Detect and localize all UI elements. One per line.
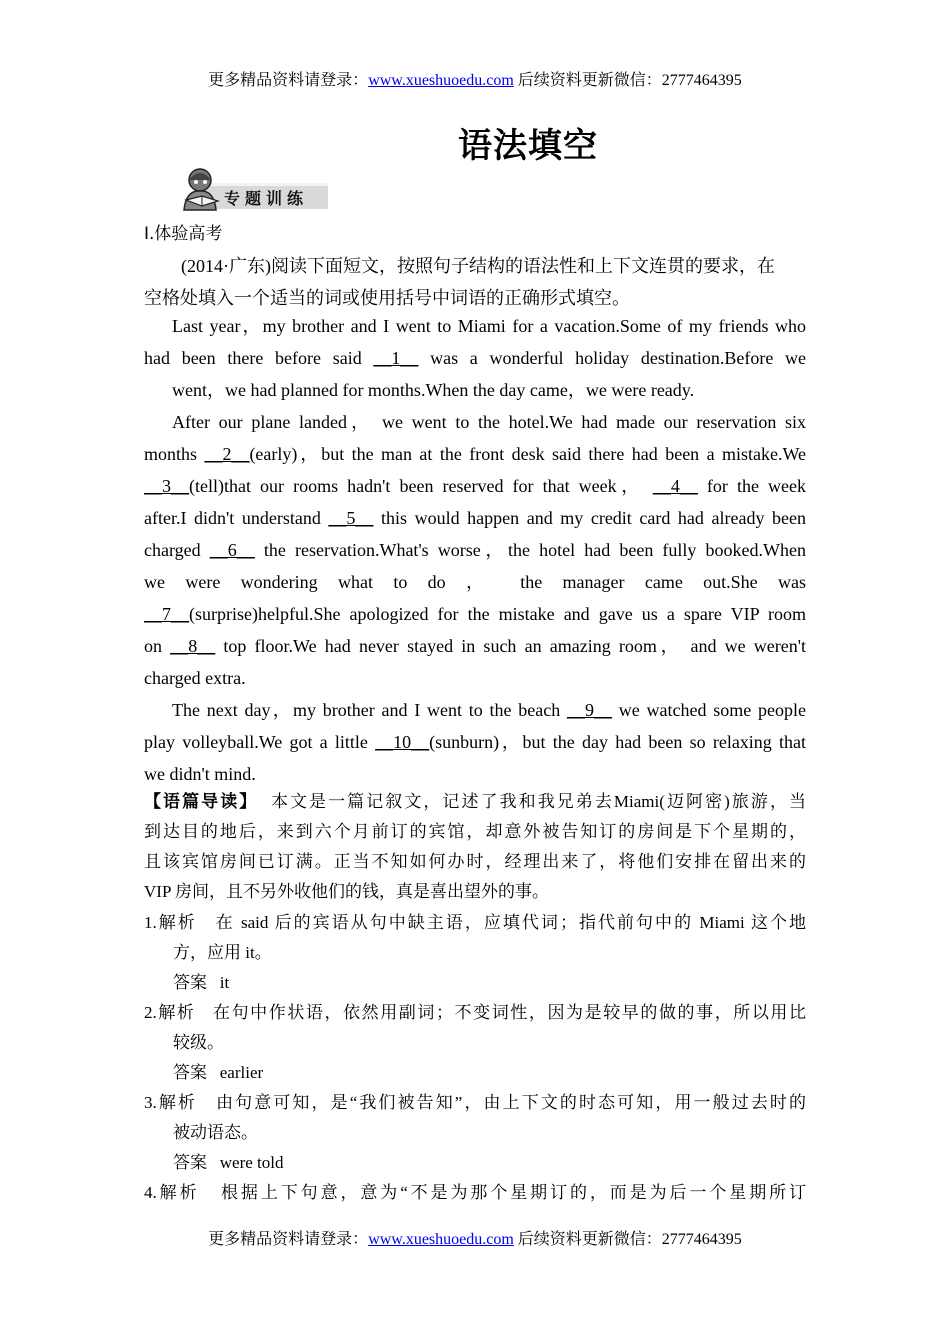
passage-line: __3__(tell)that our rooms hadn't been reserved for that week， __4__ for the week: [144, 476, 807, 496]
topic-badge: [176, 166, 328, 212]
section-heading-block: [144, 218, 806, 250]
guide-label: 【语篇导读】: [144, 792, 259, 812]
answer-explanation: 4.解析 根据上下句意，意为“不是为那个星期订的，而是为后一个星期所订: [144, 1183, 807, 1203]
answer-explanation: 3.解析 由句意可知，是“我们被告知”，由上下文的时态可知，用一般过去时的: [144, 1093, 807, 1113]
answer-value: 答案 earlier: [173, 1063, 264, 1083]
page-footer: [0, 1226, 950, 1249]
blank-7[interactable]: __7__: [144, 604, 189, 624]
header-link[interactable]: www.xueshuoedu.com: [368, 72, 514, 89]
blank-8[interactable]: __8__: [170, 636, 216, 656]
guide-line: VIP 房间，且不另外收他们的钱，真是喜出望外的事。: [144, 882, 550, 901]
passage-line: after.I didn't understand __5__ this would happen and my credit card had already been: [144, 508, 807, 528]
answer-explanation: 方，应用 it。: [173, 943, 272, 962]
blank-9[interactable]: __9__: [567, 700, 613, 720]
answer-explanation: 较级。: [173, 1033, 224, 1052]
reading-guide: [144, 787, 806, 907]
blank-2[interactable]: __2__: [204, 444, 250, 464]
guide-line: 【语篇导读】 本文是一篇记叙文，记述了我和我兄弟去Miami(迈阿密)旅游，当: [144, 792, 806, 812]
passage-line: After our plane landed， we went to the hotel.We had made our reservation six: [172, 412, 806, 432]
passage-line: charged extra.: [144, 668, 246, 688]
passage-line: The next day，my brother and I went to the beach __9__ we watched some people: [172, 700, 807, 720]
passage-line: had been there before said __1__ was a wonderful holiday destination.Before we: [144, 348, 807, 368]
answer-explanation: 被动语态。: [173, 1123, 258, 1142]
footer-suffix: 后续资料更新微信：2777464395: [517, 1231, 742, 1248]
passage-line: __7__(surprise)helpful.She apologized for the mistake and gave us a spare VIP room: [144, 604, 806, 624]
badge-label: 专题训练: [224, 189, 309, 208]
page-title: 语法填空: [458, 128, 598, 165]
answer-explanation: 2.解析 在句中作状语，依然用副词；不变词性，因为是较早的做的事，所以用比: [144, 1003, 807, 1023]
blank-5[interactable]: __5__: [328, 508, 374, 528]
answer-explanation: 1.解析 在 said 后的宾语从句中缺主语，应填代词；指代前句中的 Miami 这个地: [144, 913, 807, 933]
passage-line: on __8__ top floor.We had never stayed in such an amazing room， and we weren't: [144, 636, 807, 656]
blank-1[interactable]: __1__: [373, 348, 419, 368]
blank-10[interactable]: __10__: [375, 732, 430, 752]
page-header: [0, 67, 950, 90]
footer-prefix: 更多精品资料请登录：: [208, 1231, 369, 1248]
answer-value: 答案 it: [173, 973, 230, 993]
guide-line: 到达目的地后，来到六个月前订的宾馆，却意外被告知订的房间是下个星期的，: [144, 822, 806, 841]
footer-link[interactable]: www.xueshuoedu.com: [368, 1231, 514, 1248]
passage-line: months __2__(early)，but the man at the front desk said there had been a mistake.We: [144, 444, 807, 464]
header-suffix: 后续资料更新微信：2777464395: [517, 72, 742, 89]
answers-list: [144, 908, 806, 1208]
passage-line: we were wondering what to do ， the manager came out.She was: [144, 572, 806, 592]
instruction-line: (2014·广东)阅读下面短文，按照句子结构的语法性和上下文连贯的要求，在: [181, 256, 775, 276]
instruction-line: 空格处填入一个适当的词或使用括号中词语的正确形式填空。: [144, 288, 630, 308]
answer-value: 答案 were told: [173, 1153, 284, 1173]
header-prefix: 更多精品资料请登录：: [208, 72, 369, 89]
passage-line: we didn't mind.: [144, 764, 256, 784]
instructions: [144, 250, 806, 314]
blank-3[interactable]: __3__: [144, 476, 189, 496]
passage-line: went，we had planned for months.When the day came，we were ready.: [172, 380, 695, 400]
passage-line: charged __6__ the reservation.What's worse，the hotel had been fully booked.When: [144, 540, 807, 560]
guide-line: 且该宾馆房间已订满。正当不知如何办时，经理出来了，将他们安排在留出来的: [144, 852, 806, 871]
passage: [144, 310, 806, 790]
section-heading: Ⅰ.体验高考: [144, 224, 223, 244]
blank-4[interactable]: __4__: [652, 476, 698, 496]
blank-6[interactable]: __6__: [209, 540, 255, 560]
passage-line: Last year，my brother and I went to Miami for a vacation.Some of my friends who: [172, 316, 806, 336]
passage-line: play volleyball.We got a little __10__(sunburn)，but the day had been so relaxing that: [144, 732, 807, 752]
